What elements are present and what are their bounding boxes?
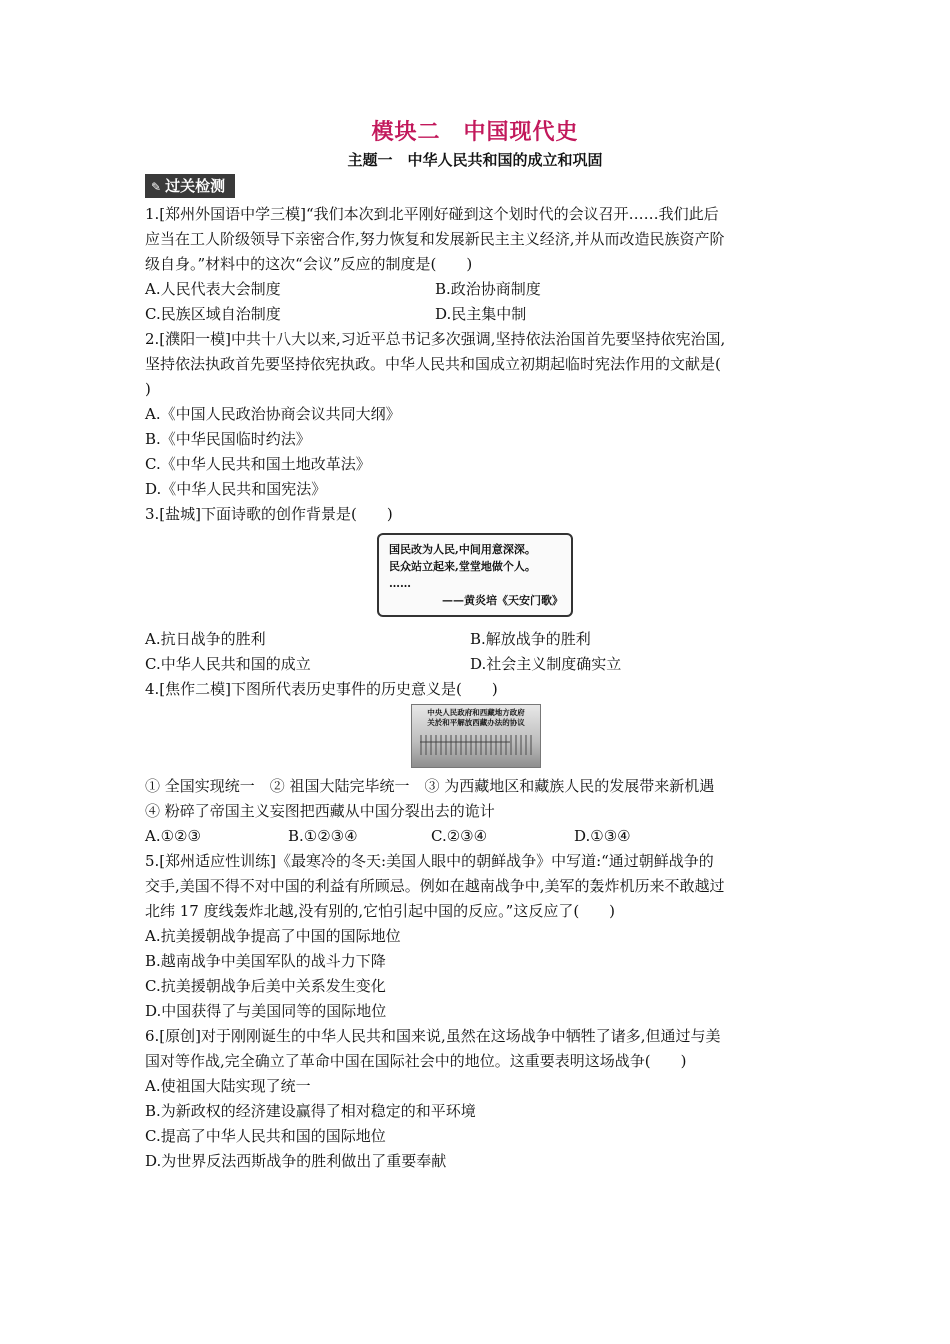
tibetan-script bbox=[420, 735, 532, 755]
question-text: 国对等作战,完全确立了革命中国在国际社会中的地位。这重要表明这场战争( ) bbox=[145, 1052, 687, 1070]
statement-line: ① 全国实现统一 ② 祖国大陆完毕统一 ③ 为西藏地区和藏族人民的发展带来新机遇 bbox=[145, 777, 715, 795]
question-text: 级自身。”材料中的这次“会议”反应的制度是( ) bbox=[145, 255, 473, 273]
question-5 bbox=[145, 849, 805, 1024]
question-6 bbox=[145, 1024, 805, 1174]
photo-caption-line: 中央人民政府和西藏地方政府 bbox=[427, 708, 525, 717]
question-text: 北纬 17 度线轰炸北越,没有别的,它怕引起中国的反应。”这反应了( ) bbox=[145, 902, 616, 920]
option-c[interactable]: C.抗美援朝战争后美中关系发生变化 bbox=[145, 977, 386, 995]
option-b[interactable]: B.《中华民国临时约法》 bbox=[145, 430, 311, 448]
poem-line: …… bbox=[389, 577, 411, 590]
option-a[interactable]: A.使祖国大陆实现了统一 bbox=[145, 1077, 311, 1095]
option-b[interactable]: B.解放战争的胜利 bbox=[470, 630, 591, 648]
option-c[interactable]: C.民族区域自治制度 bbox=[145, 305, 281, 323]
poem-box bbox=[377, 533, 573, 617]
option-d[interactable]: D.为世界反法西斯战争的胜利做出了重要奉献 bbox=[145, 1152, 447, 1170]
question-3 bbox=[145, 502, 805, 677]
question-4 bbox=[145, 677, 805, 849]
pencil-icon: ✎ bbox=[151, 180, 162, 194]
question-text: 5.[郑州适应性训练]《最寒冷的冬天:美国人眼中的朝鲜战争》中写道:“通过朝鲜战争的 bbox=[145, 852, 714, 870]
topic-title: 主题一 中华人民共和国的成立和巩固 bbox=[347, 151, 603, 169]
signature-line bbox=[420, 741, 510, 743]
document-page bbox=[145, 118, 805, 1174]
options-row bbox=[145, 652, 805, 677]
question-2 bbox=[145, 327, 805, 502]
option-a[interactable]: A.①②③ bbox=[145, 827, 201, 845]
poem-line: 国民改为人民,中间用意深深。 bbox=[389, 543, 536, 556]
option-c[interactable]: C.中华人民共和国的成立 bbox=[145, 655, 311, 673]
question-text: 3.[盐城]下面诗歌的创作背景是( ) bbox=[145, 505, 393, 523]
option-b[interactable]: B.为新政权的经济建设赢得了相对稳定的和平环境 bbox=[145, 1102, 476, 1120]
option-d[interactable]: D.①③④ bbox=[574, 827, 631, 845]
question-text: ) bbox=[145, 380, 151, 398]
poem-line: 民众站立起来,堂堂地做个人。 bbox=[389, 560, 536, 573]
options-row bbox=[145, 627, 805, 652]
option-b[interactable]: B.政治协商制度 bbox=[435, 280, 541, 298]
option-b[interactable]: B.①②③④ bbox=[288, 827, 358, 845]
option-a[interactable]: A.抗日战争的胜利 bbox=[145, 630, 266, 648]
option-d[interactable]: D.《中华人民共和国宪法》 bbox=[145, 480, 327, 498]
option-c[interactable]: C.②③④ bbox=[431, 827, 488, 845]
option-c[interactable]: C.提高了中华人民共和国的国际地位 bbox=[145, 1127, 386, 1145]
module-title: 模块二 中国现代史 bbox=[371, 120, 579, 145]
section-badge bbox=[145, 174, 235, 198]
question-text: 1.[郑州外国语中学三模]“我们本次到北平刚好碰到这个划时代的会议召开……我们此后 bbox=[145, 205, 719, 223]
options-row bbox=[145, 277, 805, 302]
photo-caption-line: 关於和平解放西藏办法的协议 bbox=[427, 718, 525, 727]
option-d[interactable]: D.社会主义制度确实立 bbox=[470, 655, 622, 673]
options-row bbox=[145, 824, 805, 849]
question-1 bbox=[145, 202, 805, 327]
question-text: 坚持依法执政首先要坚持依宪执政。中华人民共和国成立初期起临时宪法作用的文献是( bbox=[145, 355, 721, 373]
option-a[interactable]: A.抗美援朝战争提高了中国的国际地位 bbox=[145, 927, 401, 945]
option-c[interactable]: C.《中华人民共和国土地改革法》 bbox=[145, 455, 371, 473]
photo-caption bbox=[412, 705, 540, 728]
question-text: 2.[濮阳一模]中共十八大以来,习近平总书记多次强调,坚持依法治国首先要坚持依宪治国, bbox=[145, 330, 726, 348]
option-a[interactable]: A.人民代表大会制度 bbox=[145, 280, 281, 298]
question-text: 交手,美国不得不对中国的利益有所顾忌。例如在越南战争中,美军的轰炸机历来不敢越过 bbox=[145, 877, 725, 895]
options-row bbox=[145, 302, 805, 327]
statement-line: ④ 粉碎了帝国主义妄图把西藏从中国分裂出去的诡计 bbox=[145, 802, 495, 820]
option-d[interactable]: D.中国获得了与美国同等的国际地位 bbox=[145, 1002, 387, 1020]
question-text: 4.[焦作二模]下图所代表历史事件的历史意义是( ) bbox=[145, 680, 498, 698]
poem-signature: ——黄炎培《天安门歌》 bbox=[442, 594, 563, 607]
option-b[interactable]: B.越南战争中美国军队的战斗力下降 bbox=[145, 952, 386, 970]
agreement-photo bbox=[411, 704, 541, 768]
badge-label: 过关检测 bbox=[165, 177, 226, 195]
option-a[interactable]: A.《中国人民政治协商会议共同大纲》 bbox=[145, 405, 401, 423]
question-text: 6.[原创]对于刚刚诞生的中华人民共和国来说,虽然在这场战争中牺牲了诸多,但通过与美 bbox=[145, 1027, 721, 1045]
question-text: 应当在工人阶级领导下亲密合作,努力恢复和发展新民主主义经济,并从而改造民族资产阶 bbox=[145, 230, 725, 248]
option-d[interactable]: D.民主集中制 bbox=[435, 305, 527, 323]
